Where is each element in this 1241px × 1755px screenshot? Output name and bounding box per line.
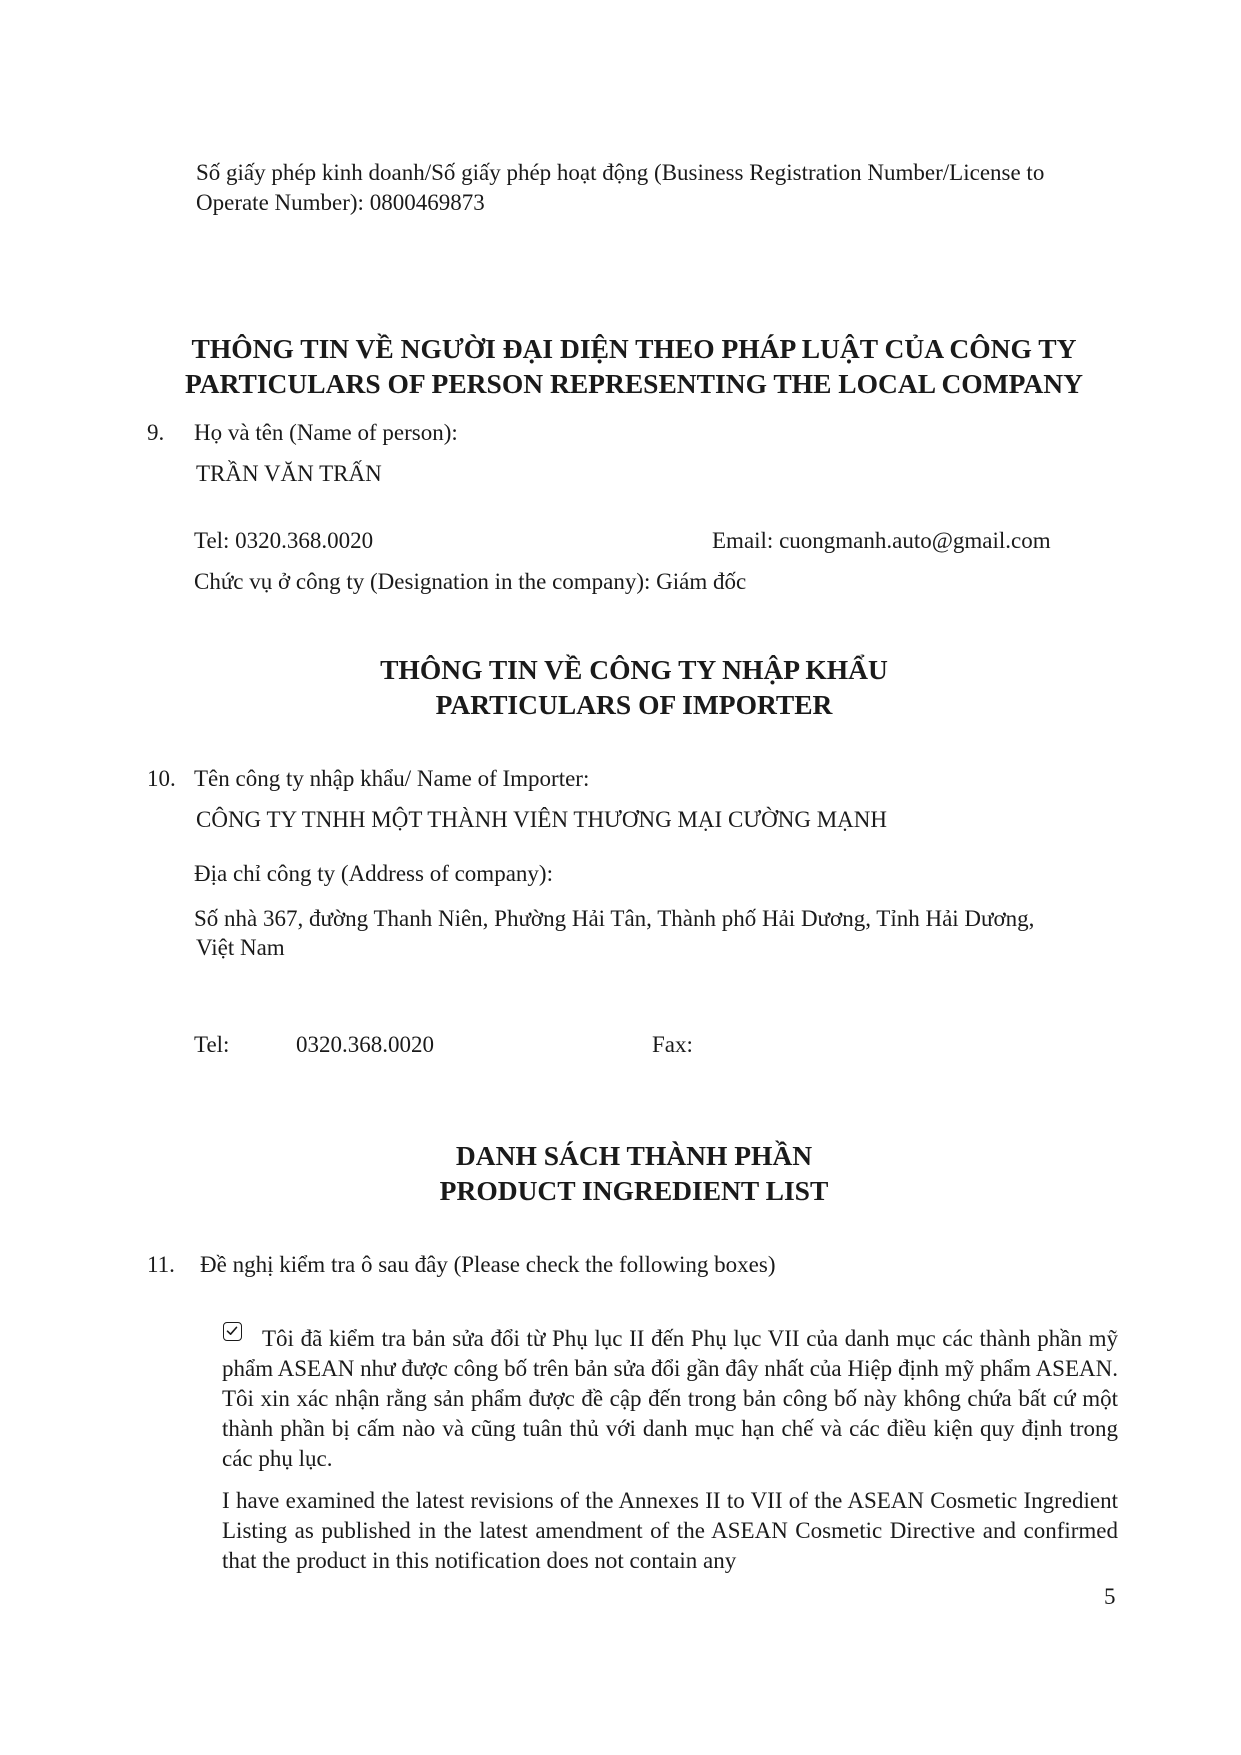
importer-tel-value: 0320.368.0020 — [296, 1032, 434, 1057]
representative-name-label: Họ và tên (Name of person): — [194, 420, 458, 445]
ingredients-instruction: Đề nghị kiểm tra ô sau đây (Please check the following boxes) — [200, 1252, 776, 1277]
importer-heading-vi: THÔNG TIN VỀ CÔNG TY NHẬP KHẨU — [380, 654, 888, 685]
item-number-11: 11. — [147, 1252, 175, 1277]
representative-name-value: TRẦN VĂN TRẤN — [196, 461, 382, 486]
business-registration-line2: Operate Number): 0800469873 — [196, 190, 485, 215]
declaration-vi: Tôi đã kiểm tra bản sửa đổi từ Phụ lục II đến Phụ lục VII của danh mục các thành phần mỹ phẩm ASEAN như được công bố trên bản sửa đổi gần đây nhất của Hiệp định mỹ phẩm ASEAN. Tôi xin xác nhận rằng sản phẩm được đề cập đến trong bản công bố này không chứa bất cứ một thành phần bị cấm nào và cũng tuân thủ với danh mục hạn chế và các điều kiện quy định trong các phụ lục. — [222, 1326, 1118, 1471]
business-registration-line1: Số giấy phép kinh doanh/Số giấy phép hoạt động (Business Registration Number/License to — [196, 160, 1045, 185]
importer-address-label: Địa chỉ công ty (Address of company): — [194, 861, 553, 886]
representative-heading-vi: THÔNG TIN VỀ NGƯỜI ĐẠI DIỆN THEO PHÁP LUẬT CỦA CÔNG TY — [191, 333, 1077, 364]
importer-fax-label: Fax: — [652, 1032, 693, 1057]
item-number-10: 10. — [147, 766, 176, 791]
representative-email: Email: cuongmanh.auto@gmail.com — [712, 528, 1051, 553]
importer-tel-label: Tel: — [194, 1032, 230, 1057]
ingredients-heading-vi: DANH SÁCH THÀNH PHẦN — [455, 1140, 813, 1171]
importer-name-value: CÔNG TY TNHH MỘT THÀNH VIÊN THƯƠNG MẠI CƯỜNG MẠNH — [196, 807, 887, 832]
item-number-9: 9. — [147, 420, 165, 445]
importer-heading-en: PARTICULARS OF IMPORTER — [435, 689, 833, 720]
ingredients-heading-en: PRODUCT INGREDIENT LIST — [439, 1175, 829, 1206]
page-number: 5 — [1104, 1584, 1116, 1609]
representative-designation: Chức vụ ở công ty (Designation in the company): Giám đốc — [194, 569, 747, 594]
importer-name-label: Tên công ty nhập khẩu/ Name of Importer: — [194, 766, 590, 791]
declaration-en: I have examined the latest revisions of the Annexes II to VII of the ASEAN Cosmetic Ingredient Listing as published in the latest amendment of the ASEAN Cosmetic Directive and confirmed that the product in this notification does not contain any — [222, 1488, 1118, 1573]
representative-tel: Tel: 0320.368.0020 — [194, 528, 374, 553]
importer-address-line2: Việt Nam — [196, 935, 285, 960]
representative-heading-en: PARTICULARS OF PERSON REPRESENTING THE LOCAL COMPANY — [185, 368, 1083, 399]
importer-address-line1: Số nhà 367, đường Thanh Niên, Phường Hải Tân, Thành phố Hải Dương, Tỉnh Hải Dương, — [194, 906, 1035, 931]
